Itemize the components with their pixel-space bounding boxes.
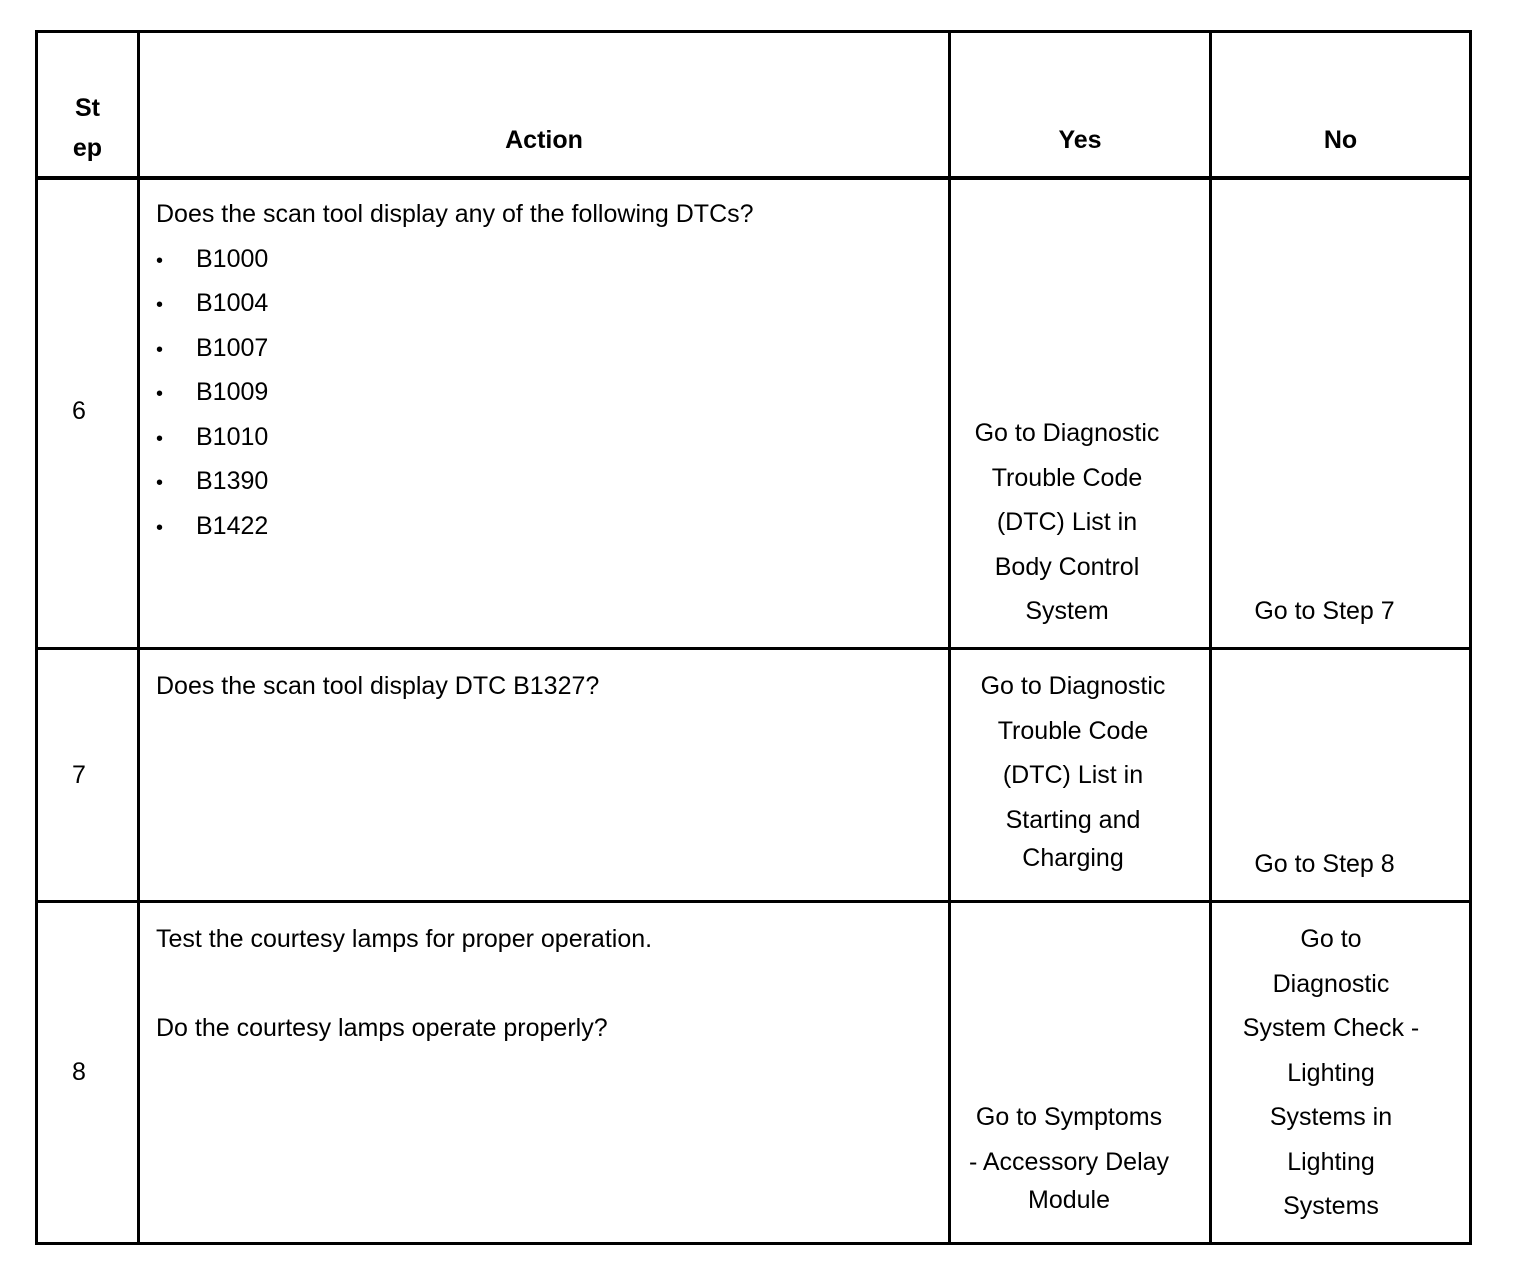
column-divider-step-action	[137, 30, 140, 1245]
dtc-list-item	[156, 504, 268, 551]
header-yes: Yes	[1058, 126, 1102, 154]
yes-line: Go to Diagnostic	[974, 419, 1160, 447]
dtc-list-item	[156, 326, 268, 373]
dtc-code: B1009	[196, 378, 269, 406]
row-divider-6-7	[35, 647, 1472, 650]
header-no: No	[1323, 126, 1358, 154]
yes-line: Starting and	[1005, 805, 1141, 834]
header-divider	[35, 176, 1472, 180]
no-action-link[interactable]: Go to Step 7	[1254, 597, 1395, 625]
yes-line: System	[1025, 597, 1109, 625]
no-line: Lighting	[1287, 1147, 1375, 1176]
yes-action-link[interactable]	[951, 1095, 1187, 1222]
header-step-line-2: ep	[72, 134, 103, 162]
bullet-icon: •	[156, 250, 164, 272]
action-question: Does the scan tool display any of the following DTCs?	[156, 200, 754, 228]
no-line: Go to	[1300, 925, 1362, 953]
diagnostic-table	[35, 30, 1472, 1245]
no-line: Diagnostic	[1272, 969, 1390, 998]
bullet-icon: •	[156, 472, 164, 494]
dtc-code: B1007	[196, 334, 269, 362]
no-line: Systems in	[1269, 1103, 1393, 1131]
header-step	[38, 88, 137, 168]
bullet-icon: •	[156, 517, 164, 539]
table-border-right	[1469, 30, 1472, 1245]
yes-line: Go to Symptoms	[975, 1103, 1163, 1131]
yes-line: Trouble Code	[997, 716, 1149, 745]
no-line: Lighting	[1287, 1058, 1375, 1087]
header-action: Action	[505, 126, 583, 154]
no-line: Systems	[1283, 1192, 1379, 1220]
dtc-list-item	[156, 459, 268, 506]
yes-action-link[interactable]	[951, 664, 1195, 880]
yes-line: Module	[1028, 1185, 1110, 1214]
yes-line: Body Control	[994, 552, 1140, 581]
table-border-bottom	[35, 1242, 1472, 1245]
dtc-list-item	[156, 415, 268, 462]
bullet-icon: •	[156, 383, 164, 405]
action-question: Do the courtesy lamps operate properly?	[156, 1014, 608, 1042]
step-number: 7	[72, 761, 86, 789]
step-number: 8	[72, 1058, 86, 1086]
yes-line: Go to Diagnostic	[980, 672, 1166, 700]
yes-line: (DTC) List in	[996, 508, 1138, 536]
column-divider-action-yes	[948, 30, 951, 1245]
dtc-code: B1422	[196, 512, 269, 540]
yes-action-link[interactable]	[951, 411, 1183, 634]
yes-line: (DTC) List in	[1002, 761, 1144, 789]
dtc-code: B1010	[196, 423, 269, 451]
header-step-line-1: St	[75, 94, 100, 122]
action-instruction: Test the courtesy lamps for proper operation.	[156, 925, 653, 953]
dtc-code: B1390	[196, 467, 269, 495]
action-question: Does the scan tool display DTC B1327?	[156, 672, 600, 700]
dtc-list-item	[156, 237, 268, 284]
no-action-link[interactable]: Go to Step 8	[1254, 850, 1395, 878]
bullet-icon: •	[156, 294, 164, 316]
no-action-link[interactable]	[1212, 917, 1450, 1229]
yes-line: Trouble Code	[991, 463, 1143, 492]
dtc-list-item	[156, 281, 268, 328]
no-line: System Check -	[1242, 1014, 1420, 1042]
dtc-code: B1000	[196, 245, 269, 273]
step-number: 6	[72, 397, 86, 425]
dtc-list-item	[156, 370, 268, 417]
table-border-top	[35, 30, 1472, 33]
yes-line: - Accessory Delay	[968, 1147, 1170, 1176]
dtc-code: B1004	[196, 289, 269, 317]
bullet-icon: •	[156, 428, 164, 450]
row-divider-7-8	[35, 900, 1472, 903]
bullet-icon: •	[156, 339, 164, 361]
yes-line: Charging	[1022, 843, 1124, 872]
